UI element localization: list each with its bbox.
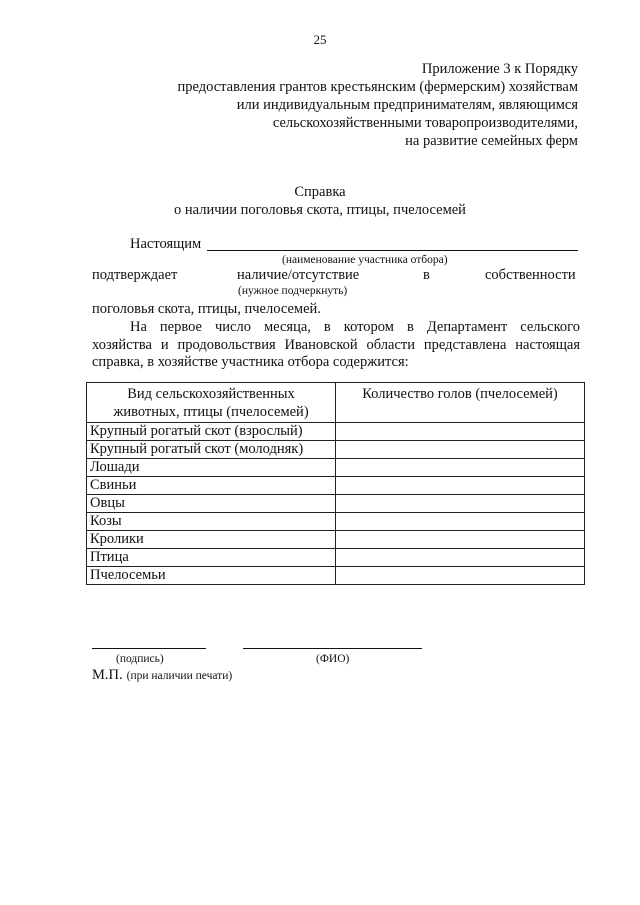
head-count-cell[interactable] <box>336 459 585 477</box>
head-count-cell[interactable] <box>336 513 585 531</box>
table-row <box>87 531 585 549</box>
table-row <box>87 495 585 513</box>
table-row <box>87 549 585 567</box>
paragraph-line: справка, в хозяйстве участника отбора содержится: <box>92 354 409 370</box>
underline-caption: (нужное подчеркнуть) <box>238 285 348 297</box>
animal-type-cell: Крупный рогатый скот (молодняк) <box>87 441 336 459</box>
paragraph-line: На первое число месяца, в котором в Департамент сельского <box>130 319 580 335</box>
livestock-line: поголовья скота, птицы, пчелосемей. <box>92 301 321 317</box>
animal-type-cell: Свиньи <box>87 477 336 495</box>
confirm-word: подтверждает <box>92 267 178 283</box>
signature-caption: (подпись) <box>116 653 164 665</box>
table-row <box>87 441 585 459</box>
appendix-line: на развитие семейных ферм <box>405 133 578 149</box>
page-number: 25 <box>313 32 327 47</box>
appendix-line: или индивидуальным предпринимателям, являющимся <box>236 97 578 113</box>
animal-type-cell: Птица <box>87 549 336 567</box>
animal-type-cell: Крупный рогатый скот (взрослый) <box>87 423 336 441</box>
table-row <box>87 459 585 477</box>
table-header-row <box>87 383 585 423</box>
table-row <box>87 567 585 585</box>
presence-absence-choice[interactable]: наличие/отсутствие <box>237 267 360 283</box>
appendix-line: предоставления грантов крестьянским (фермерским) хозяйствам <box>177 79 578 95</box>
head-count-cell[interactable] <box>336 423 585 441</box>
signature-line[interactable] <box>92 648 206 649</box>
mp-label: М.П. <box>92 667 123 683</box>
fio-caption: (ФИО) <box>316 653 350 665</box>
header-head-count: Количество голов (пчелосемей) <box>336 383 585 423</box>
paragraph-line: хозяйства и продовольствия Ивановской области представлена настоящая <box>92 337 580 353</box>
document-title: Справка <box>294 184 346 200</box>
head-count-cell[interactable] <box>336 567 585 585</box>
table-row <box>87 513 585 531</box>
head-count-cell[interactable] <box>336 531 585 549</box>
stamp-place <box>92 666 232 684</box>
head-count-cell[interactable] <box>336 477 585 495</box>
animal-type-cell: Овцы <box>87 495 336 513</box>
appendix-line: сельскохозяйственными товаропроизводителями, <box>272 115 578 131</box>
animal-type-cell: Козы <box>87 513 336 531</box>
confirm-word: собственности <box>485 267 576 283</box>
head-count-cell[interactable] <box>336 495 585 513</box>
mp-note: (при наличии печати) <box>126 670 233 682</box>
livestock-table <box>86 382 585 585</box>
confirm-word: в <box>423 267 430 283</box>
table-row <box>87 477 585 495</box>
animal-type-cell: Пчелосемьи <box>87 567 336 585</box>
document-subtitle: о наличии поголовья скота, птицы, пчелосемей <box>174 202 466 218</box>
animal-type-cell: Кролики <box>87 531 336 549</box>
participant-caption: (наименование участника отбора) <box>282 254 448 266</box>
head-count-cell[interactable] <box>336 441 585 459</box>
appendix-header <box>108 60 578 150</box>
nastoyashchim-label: Настоящим <box>130 236 202 252</box>
head-count-cell[interactable] <box>336 549 585 567</box>
appendix-line: Приложение 3 к Порядку <box>421 61 578 77</box>
fio-line[interactable] <box>243 648 422 649</box>
animal-type-cell: Лошади <box>87 459 336 477</box>
header-animal-type: Вид сельскохозяйственных животных, птицы (пчелосемей) <box>87 383 336 423</box>
table-row <box>87 423 585 441</box>
participant-name-line[interactable] <box>207 250 578 251</box>
